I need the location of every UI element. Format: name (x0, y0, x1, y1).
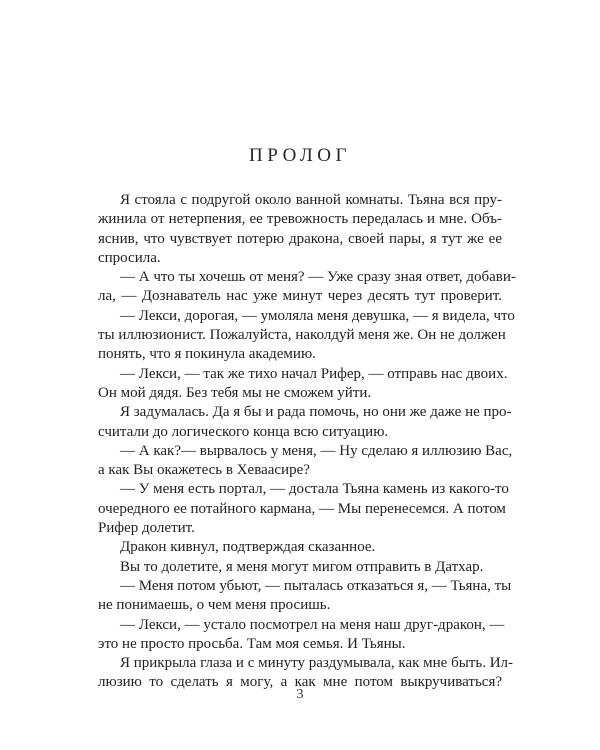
text-line: ла, — Дознаватель нас уже минут через десять тут проверит. (98, 288, 502, 305)
text-line: Рифер долетит. (98, 520, 195, 537)
text-line: спросила. (98, 249, 161, 266)
text-line: Дракон кивнул, подтверждая сказанное. (120, 539, 376, 556)
text-line: это не просто просьба. Там моя семья. И Тьяны. (98, 635, 406, 652)
text-line: Он мой дядя. Без тебя мы не сможем уйти. (98, 384, 372, 401)
text-line: понять, что я покинула академию. (98, 346, 316, 363)
text-line: яснив, что чувствует потерю дракона, своей пары, я тут же ее (98, 230, 502, 247)
text-line: — Лекси, дорогая, — умоляла меня девушка, — я видела, что (120, 307, 515, 324)
text-line: не понимаешь, о чем меня просишь. (98, 597, 331, 614)
text-line: — А как?— вырвалось у меня, — Ну сделаю я иллюзию Вас, (120, 442, 513, 459)
text-line: считали до логического конца всю ситуацию. (98, 423, 389, 440)
text-line: Я задумалась. Да я бы и рада помочь, но они же даже не про- (120, 404, 512, 421)
text-line: — Лекси, — так же тихо начал Рифер, — отправь нас двоих. (120, 365, 508, 382)
text-line: люзию то сделать я могу, а как мне потом выкручиваться? (98, 674, 502, 691)
text-line: Я прикрыла глаза и с минуту раздумывала, как мне быть. Ил- (120, 655, 514, 672)
text-line: — Меня потом убьют, — пыталась отказаться я, — Тьяна, ты (120, 577, 512, 594)
text-line: — А что ты хочешь от меня? — Уже сразу зная ответ, добави- (120, 269, 516, 286)
chapter-title: ПРОЛОГ (249, 145, 351, 166)
text-line: Я стояла с подругой около ванной комнаты. Тьяна вся пру- (120, 192, 502, 208)
text-line: а как Вы окажетесь в Хеваасире? (98, 462, 310, 479)
text-line: — У меня есть портал, — достала Тьяна камень из какого-то (120, 481, 509, 498)
text-line: ты иллюзионист. Пожалуйста, наколдуй меня же. Он не должен (98, 327, 506, 344)
text-line: Вы то долетите, я меня могут мигом отправить в Датхар. (120, 558, 484, 575)
page-number: 3 (296, 687, 304, 702)
text-line: — Лекси, — устало посмотрел на меня наш друг-дракон, — (120, 616, 505, 633)
text-line: очередного ее потайного кармана, — Мы перенесемся. А потом (98, 500, 506, 517)
body-text (98, 191, 516, 693)
text-line: жинила от нетерпения, ее тревожность передалась и мне. Объ- (98, 211, 502, 228)
